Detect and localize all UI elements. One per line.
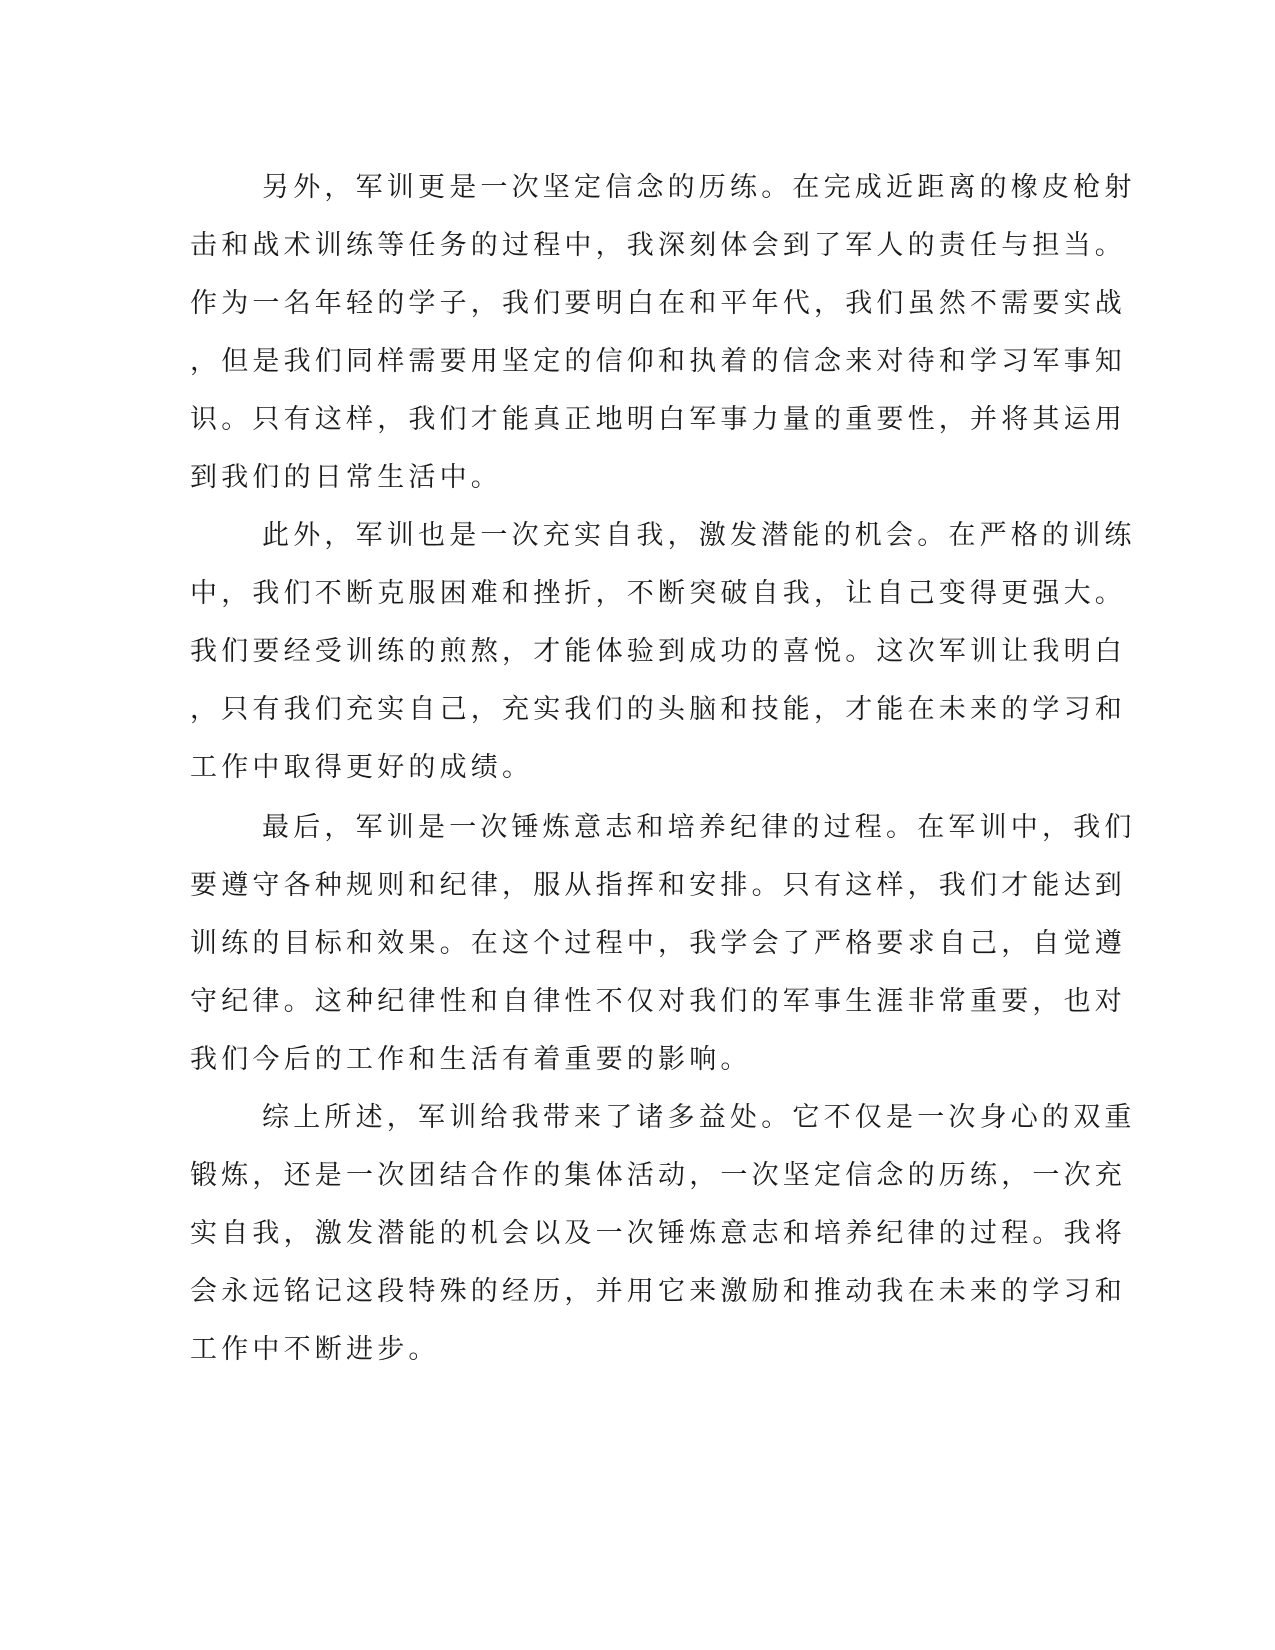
paragraph-2-line-1: 此外，军训也是一次充实自我，激发潜能的机会。在严格的训练 — [262, 520, 1136, 551]
paragraph-4-line-3: 实自我，激发潜能的机会以及一次锤炼意志和培养纪律的过程。我将 — [190, 1218, 1126, 1249]
paragraph-4-line-5: 工作中不断进步。 — [190, 1334, 440, 1365]
paragraph-2-line-3: 我们要经受训练的煎熬，才能体验到成功的喜悦。这次军训让我明白 — [190, 636, 1126, 667]
paragraph-4-line-2: 锻炼，还是一次团结合作的集体活动，一次坚定信念的历练，一次充 — [190, 1160, 1126, 1191]
paragraph-3-line-3: 训练的目标和效果。在这个过程中，我学会了严格要求自己，自觉遵 — [190, 928, 1126, 959]
paragraph-1-line-2: 击和战术训练等任务的过程中，我深刻体会到了军人的责任与担当。 — [190, 230, 1126, 261]
paragraph-2-line-4: ，只有我们充实自己，充实我们的头脑和技能，才能在未来的学习和 — [190, 694, 1126, 725]
paragraph-4-line-4: 会永远铭记这段特殊的经历，并用它来激励和推动我在未来的学习和 — [190, 1276, 1126, 1307]
paragraph-2-line-2: 中，我们不断克服困难和挫折，不断突破自我，让自己变得更强大。 — [190, 578, 1126, 609]
paragraph-1-line-1: 另外，军训更是一次坚定信念的历练。在完成近距离的橡皮枪射 — [262, 172, 1136, 203]
paragraph-4-line-1: 综上所述，军训给我带来了诸多益处。它不仅是一次身心的双重 — [262, 1102, 1136, 1133]
paragraph-1-line-4: ，但是我们同样需要用坚定的信仰和执着的信念来对待和学习军事知 — [190, 346, 1126, 377]
paragraph-1-line-3: 作为一名年轻的学子，我们要明白在和平年代，我们虽然不需要实战 — [190, 288, 1126, 319]
paragraph-3-line-1: 最后，军训是一次锤炼意志和培养纪律的过程。在军训中，我们 — [262, 812, 1136, 843]
paragraph-3-line-2: 要遵守各种规则和纪律，服从指挥和安排。只有这样，我们才能达到 — [190, 870, 1126, 901]
paragraph-3-line-4: 守纪律。这种纪律性和自律性不仅对我们的军事生涯非常重要，也对 — [190, 986, 1126, 1017]
paragraph-3-line-5: 我们今后的工作和生活有着重要的影响。 — [190, 1044, 752, 1075]
paragraph-2-line-5: 工作中取得更好的成绩。 — [190, 752, 534, 783]
paragraph-1-line-6: 到我们的日常生活中。 — [190, 462, 502, 493]
paragraph-1-line-5: 识。只有这样，我们才能真正地明白军事力量的重要性，并将其运用 — [190, 404, 1126, 435]
